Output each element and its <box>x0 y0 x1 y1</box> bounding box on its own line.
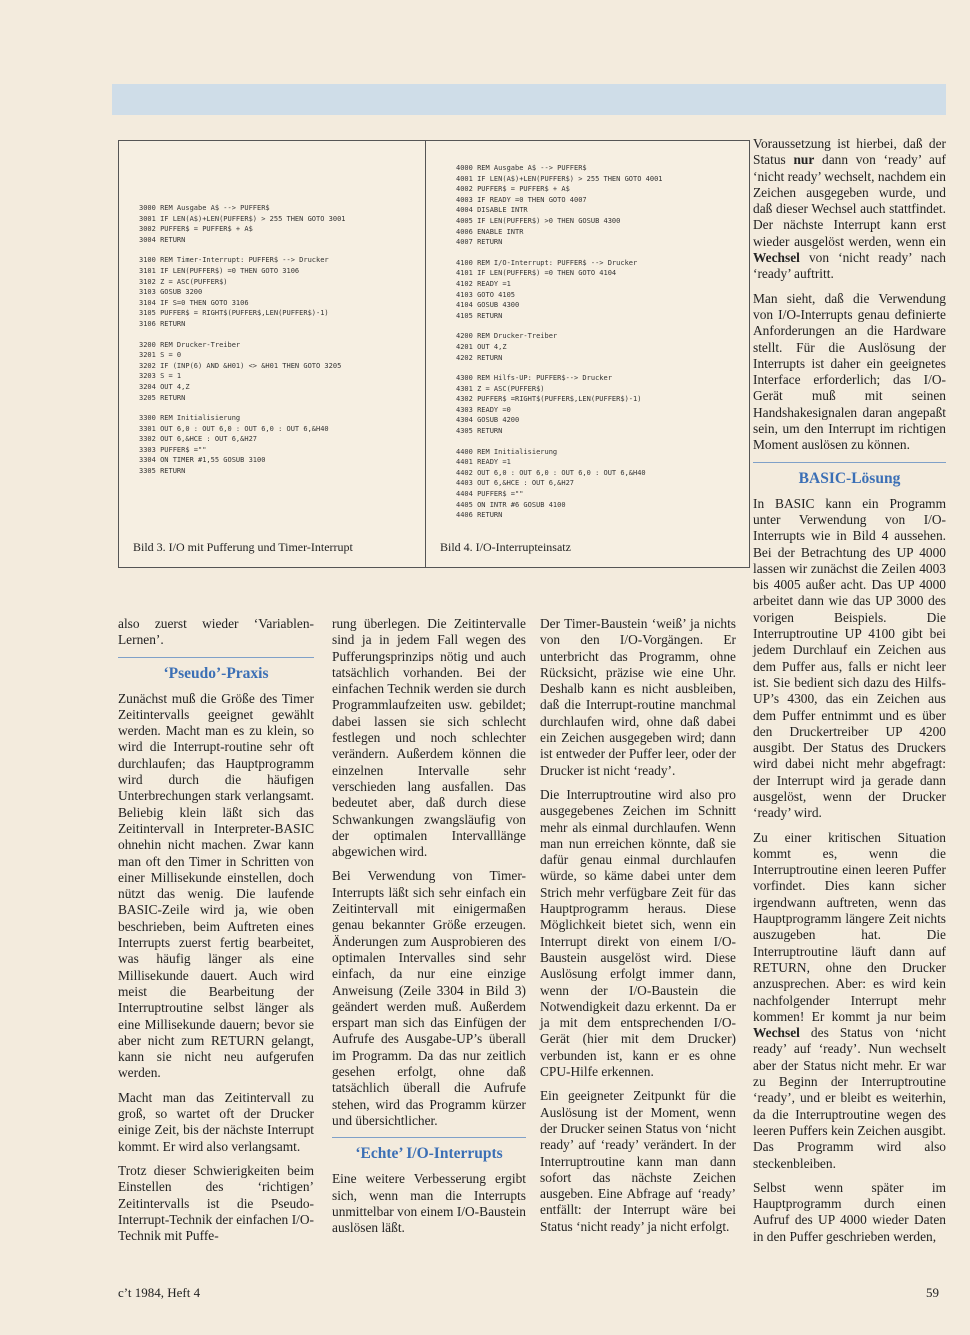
code-line: 4101 IF LEN(PUFFER$) =0 THEN GOTO 4104 <box>456 269 617 278</box>
code-line: 3100 REM Timer-Interrupt: PUFFER$ --> Drucker <box>139 256 329 265</box>
code-line: 3204 OUT 4,Z <box>139 382 190 391</box>
code-line: 3001 IF LEN(A$)+LEN(PUFFER$) > 255 THEN GOTO 3001 <box>139 214 346 223</box>
paragraph: Trotz dieser Schwierigkeiten beim Einstellen des ‘richtigen’ Zeitintervalls ist die Pseudo-Interrupt-Technik der einfachen I/O-Technik mit Puffe- <box>118 1162 314 1244</box>
listing-gap <box>456 437 749 447</box>
paragraph: Die Interruptroutine wird also pro ausgegebenes Zeichen im Schnitt mehr als einmal durchlaufen. Wenn man nun erreichen könnte, daß sie dafür genau einmal durchlaufen würde, so käme dabei unter dem Strich mehr verfügbare Zeit für das Hauptprogramm heraus. Diese Möglichkeit bietet sich, wenn ein Interrupt direkt von einem I/O-Baustein ausgelöst wird. Diese Auslösung erfolgt immer dann, wenn der I/O-Baustein die Notwendigkeit dazu erkennt. Da er ja mit dem entsprechenden I/O-Gerät (hier mit dem Drucker) verbunden ist, kann er es ohne CPU-Hilfe erkennen. <box>540 786 736 1080</box>
code-line: 3302 OUT 6,&HCE : OUT 6,&H27 <box>139 435 258 444</box>
code-line: 4403 OUT 6,&HCE : OUT 6,&H27 <box>456 479 575 488</box>
code-line: 3304 ON TIMER #1,55 GOSUB 3100 <box>139 456 266 465</box>
listing-bild3 <box>119 141 426 567</box>
paragraph: In BASIC kann ein Programm unter Verwendung von I/O-Interrupts wie in Bild 4 aussehen. Bei der Betrachtung des UP 4000 lassen wir zunächst die Zeilen 4003 bis 4005 außer acht. Das UP 4000 arbeitet dann wie das UP 3000 des vorigen Beispiels. Die Interruptroutine UP 4100 gibt bei jedem Durchlauf ein Zeichen aus dem Puffer aus, falls er nicht leer ist. Sie bedient sich dazu des Hilfs-UP’s 4300, das ein Zeichen aus dem Puffer entnimmt und es über den Druckertreiber UP 4200 ausgibt. Der Status des Druckers wird dabei nicht mehr abgefragt: der Interrupt wird ja gerade dann ausgelöst, wenn der Drucker ‘ready’ wird. <box>753 495 946 821</box>
code-line: 4305 RETURN <box>456 427 503 436</box>
code-line: 4301 Z = ASC(PUFFER$) <box>456 384 545 393</box>
code-line: 3102 Z = ASC(PUFFER$) <box>139 277 228 286</box>
code-line: 4304 GOSUB 4200 <box>456 416 520 425</box>
emphasis: Wechsel <box>753 250 800 266</box>
column-3 <box>540 616 736 1243</box>
column-4 <box>753 136 946 1253</box>
code-line: 3201 S = 0 <box>139 351 182 360</box>
text: des Status von ‘nicht ready’ auf ‘ready’. Nun wechselt aber der Status nicht mehr. Er war zu Beginn der Interruptroutine ‘ready’, und er bleibt es weiterhin, da die Interruptroutine wegen des leeren Puffers kein Zeichen ausgibt. Das Programm wird also steckenbleiben. <box>753 1025 946 1171</box>
paragraph: Ein geeigneter Zeitpunkt für die Auslösung ist der Moment, wenn der Drucker seinen Status von ‘nicht ready’ auf ‘ready’ verändert. In der Interruptroutine kann man dann sofort das nächste Zeichen ausgeben. Eine Abfrage auf ‘ready’ entfällt: der Interrupt wäre bei Status ‘nicht ready’ ja nicht erfolgt. <box>540 1088 736 1234</box>
code-line: 4406 RETURN <box>456 511 503 520</box>
column-1 <box>118 616 314 1252</box>
code-line: 4003 IF READY =0 THEN GOTO 4007 <box>456 195 587 204</box>
listing-gap <box>139 245 425 255</box>
page-number: 59 <box>926 1285 939 1300</box>
subheading-echte-io-interrupts: ‘Echte’ I/O-Interrupts <box>332 1137 526 1163</box>
subheading-basic-loesung: BASIC-Lösung <box>753 462 946 488</box>
code-line: 4001 IF LEN(A$)+LEN(PUFFER$) > 255 THEN GOTO 4001 <box>456 174 663 183</box>
caption-bild3: Bild 3. I/O mit Pufferung und Timer-Interrupt <box>133 540 353 554</box>
code-line: 3305 RETURN <box>139 467 186 476</box>
code-line: 4105 RETURN <box>456 311 503 320</box>
code-line: 4404 PUFFER$ ="" <box>456 490 524 499</box>
header-bar <box>112 84 946 115</box>
code-line: 4007 RETURN <box>456 238 503 247</box>
code-line: 3303 PUFFER$ ="" <box>139 445 207 454</box>
code-line: 3105 PUFFER$ = RIGHT$(PUFFER$,LEN(PUFFER$)-1) <box>139 309 329 318</box>
code-line: 4201 OUT 4,Z <box>456 342 507 351</box>
code-line: 4402 OUT 6,0 : OUT 6,0 : OUT 6,0 : OUT 6,&H40 <box>456 468 646 477</box>
code-line: 3104 IF S=0 THEN GOTO 3106 <box>139 298 249 307</box>
paragraph: Macht man das Zeitintervall zu groß, so wartet oft der Drucker einige Zeit, bis der nächste Interrupt kommt. Er wird also verlangsamt. <box>118 1089 314 1154</box>
listings-frame <box>118 140 750 568</box>
text: dann von ‘ready’ auf ‘nicht ready’ wechselt, nachdem ein Zeichen ausgegeben wurde, und daß dieser Wechsel auch stattfindet. Der nächste Interrupt kann erst wieder ausgelöst werden, wenn ein <box>753 152 946 249</box>
code-line: 4103 GOTO 4105 <box>456 290 516 299</box>
emphasis: Wechsel <box>753 1025 800 1041</box>
paragraph: Man sieht, daß die Verwendung von I/O-Interrupts genau definierte Anforderungen an die Hardware stellt. Für die Auslösung der Interrupts ist daher ein geeignetes Interface erforderlich; das I/O-Gerät muß mit seinen Handshakesignalen daran angepaßt sein, um den Interrupt im richtigen Moment auslösen zu können. <box>753 290 946 453</box>
code-line: 4405 ON INTR #6 GOSUB 4100 <box>456 500 566 509</box>
text: Voraussetzung ist hierbei, daß der Status <box>753 136 946 168</box>
paragraph: Eine weitere Verbesserung ergibt sich, wenn man die Interrupts unmittelbar von einem I/O-Baustein auslösen läßt. <box>332 1171 526 1236</box>
code-line: 4302 PUFFER$ =RIGHT$(PUFFER$,LEN(PUFFER$)-1) <box>456 395 642 404</box>
code-line: 4200 REM Drucker-Treiber <box>456 332 558 341</box>
paragraph: rung überlegen. Die Zeitintervalle sind ja in jedem Fall wegen des Pufferungsprinzips nötig und auch tatsächlich vorhanden. Bei der einfachen Technik werden sie durch Programmlaufzeiten usw. gebildet; dabei lassen sie sich schlecht festlegen und noch schlechter verändern. Außerdem können die einzelnen Intervalle sehr verschieden lang ausfallen. Das bedeutet aber, daß durch diese Schwankungen zwangsläufig von der optimalen Intervalllänge abgewichen wird. <box>332 616 526 860</box>
code-line: 3205 RETURN <box>139 393 186 402</box>
listing-gap <box>139 330 425 340</box>
emphasis: nur <box>793 152 815 168</box>
code-line: 3101 IF LEN(PUFFER$) =0 THEN GOTO 3106 <box>139 266 300 275</box>
listing-bild4 <box>426 141 749 567</box>
code-line: 4004 DISABLE INTR <box>456 206 528 215</box>
paragraph <box>753 136 946 283</box>
caption-bild4: Bild 4. I/O-Interrupteinsatz <box>440 540 571 554</box>
text: von ‘nicht ready’ nach ‘ready’ auftritt. <box>753 250 946 282</box>
listing-gap <box>456 321 749 331</box>
code-line: 3002 PUFFER$ = PUFFER$ + A$ <box>139 225 253 234</box>
paragraph: also zuerst wieder ‘Variablen-Lernen’. <box>118 616 314 648</box>
footer-issue: c’t 1984, Heft 4 <box>118 1285 201 1300</box>
code-line: 4400 REM Initialisierung <box>456 447 558 456</box>
code-line: 3103 GOSUB 3200 <box>139 288 203 297</box>
code-line: 3203 S = 1 <box>139 372 182 381</box>
code-line: 4303 READY =0 <box>456 405 511 414</box>
code-line: 4006 ENABLE INTR <box>456 227 524 236</box>
paragraph: Selbst wenn später im Hauptprogramm durch einen Aufruf des UP 4000 wieder Daten in den Puffer geschrieben werden, <box>753 1179 946 1244</box>
code-line: 4202 RETURN <box>456 353 503 362</box>
listing-gap <box>456 248 749 258</box>
subheading-pseudo-praxis: ‘Pseudo’-Praxis <box>118 657 314 683</box>
code-line: 4401 READY =1 <box>456 458 511 467</box>
code-line: 3301 OUT 6,0 : OUT 6,0 : OUT 6,0 : OUT 6,&H40 <box>139 424 329 433</box>
text: Zu einer kritischen Situation kommt es, wenn die Interruptroutine einen leeren Puffer vorfindet. Dies kann sicher irgendwann auftreten, wenn das Hauptprogramm längere Zeit nichts auszugeben hat. Die Interruptroutine läuft dann auf RETURN, ohne den Drucker anzusprechen. Aber: es wird kein nachfolgender Interrupt mehr kommen! Er kommt ja nur beim <box>753 829 946 1024</box>
paragraph: Bei Verwendung von Timer-Interrupts läßt sich sehr einfach ein Zeitintervall mit einigermaßen genau bekannter Größe erzeugen. Änderungen zum Ausprobieren des optimalen Intervalles sind sehr einfach, da nur eine einzige Anweisung (Zeile 3304 in Bild 3) geändert werden muß. Außerdem erspart man sich das Einfügen der Aufrufe des Ausgabe-UP’s überall im Programm. Da das nur zeitlich gesehen erfolgt, ohne daß tatsächlich überall die Aufrufe stehen, wird das Programm kürzer und übersichtlicher. <box>332 868 526 1128</box>
code-line: 4104 GOSUB 4300 <box>456 301 520 310</box>
code-line: 4000 REM Ausgabe A$ --> PUFFER$ <box>456 164 587 172</box>
paragraph: Zunächst muß die Größe des Timer Zeitintervalls geeignet gewählt werden. Macht man es zu klein, so wird die Interrupt-routine sehr oft durchlaufen; das Hauptprogramm wird durch die häufigen Unterbrechungen stark verlangsamt. Beliebig klein läßt sich das Zeitintervall in Interpreter-BASIC ohnehin nicht machen. Zwar kann man oft den Timer in Schritten von einer Millisekunde einstellen, doch nützt das wenig. Die laufende BASIC-Zeile wird ja, wie oben beschrieben, beim Auftreten eines Interrupts zuerst fertig bearbeitet, was häufig länger als eine Millisekunde dauert. Auch wird meist die Bearbeitung der Interruptroutine selbst länger als eine Millisekunde dauern; bevor sie aber nicht zum RETURN gelangt, kann sie nicht neu aufgerufen werden. <box>118 690 314 1081</box>
code-line: 3202 IF (INP(6) AND &H01) <> &H01 THEN GOTO 3205 <box>139 361 342 370</box>
code-line: 4005 IF LEN(PUFFER$) >0 THEN GOSUB 4300 <box>456 216 621 225</box>
code-line: 4102 READY =1 <box>456 279 511 288</box>
code-line: 3300 REM Initialisierung <box>139 414 241 423</box>
paragraph: Der Timer-Baustein ‘weiß’ ja nichts von den I/O-Vorgängen. Er unterbricht das Programm, ohne Rücksicht, präzise wie eine Uhr. Deshalb kann es nicht ausbleiben, daß die Interrupt-routine manchmal durchlaufen wird, ohne daß dabei ein Zeichen ausgegeben wird; dann ist entweder der Puffer leer, oder der Drucker ist nicht ‘ready’. <box>540 616 736 778</box>
code-line: 3106 RETURN <box>139 319 186 328</box>
code-line: 3000 REM Ausgabe A$ --> PUFFER$ <box>139 204 270 212</box>
listing-gap <box>456 363 749 373</box>
code-line: 4002 PUFFER$ = PUFFER$ + A$ <box>456 185 570 194</box>
code-line: 4300 REM Hilfs-UP: PUFFER$--> Drucker <box>456 374 612 383</box>
code-line: 3200 REM Drucker-Treiber <box>139 340 241 349</box>
code-line: 3004 RETURN <box>139 235 186 244</box>
code-line: 4100 REM I/O-Interrupt: PUFFER$ --> Drucker <box>456 258 638 267</box>
column-2 <box>332 616 526 1244</box>
paragraph <box>753 830 946 1172</box>
listing-gap <box>139 403 425 413</box>
